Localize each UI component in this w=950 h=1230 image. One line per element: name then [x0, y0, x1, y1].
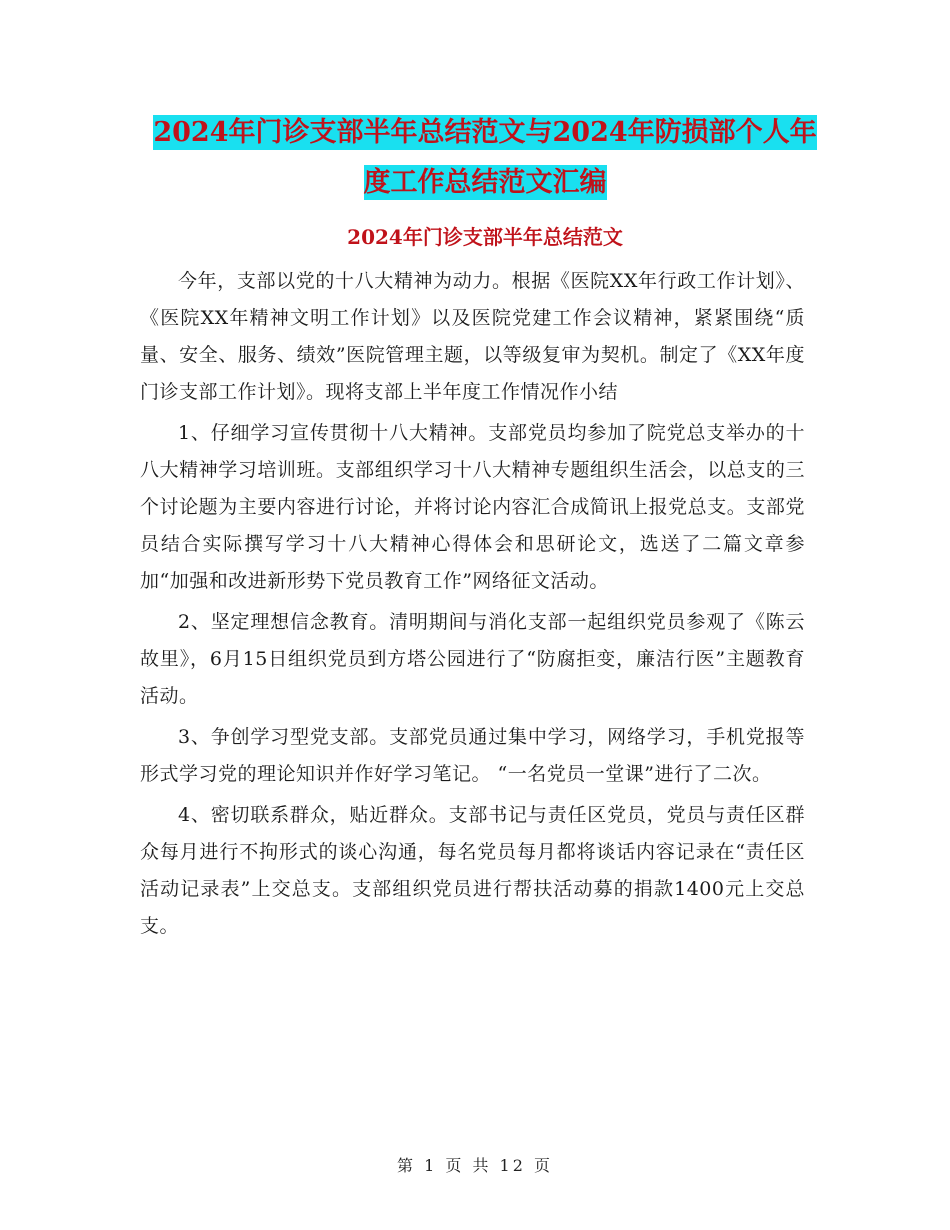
document-body: [140, 263, 805, 949]
paragraph-intro: 今年，支部以党的十八大精神为动力。根据《医院XX年行政工作计划》、《医院XX年精神文明工作计划》以及医院党建工作会议精神，紧紧围绕“质量、安全、服务、绩效”医院管理主题，以等级复审为契机。制定了《XX年度门诊支部工作计划》。现将支部上半年度工作情况作小结: [140, 270, 805, 403]
paragraph-item-1: 1、仔细学习宣传贯彻十八大精神。支部党员均参加了院党总支举办的十八大精神学习培训班。支部组织学习十八大精神专题组织生活会，以总支的三个讨论题为主要内容进行讨论，并将讨论内容汇合成简讯上报党总支。支部党员结合实际撰写学习十八大精神心得体会和思研论文，选送了二篇文章参加“加强和改进新形势下党员教育工作”网络征文活动。: [140, 422, 805, 592]
section-title: 2024年门诊支部半年总结范文: [347, 225, 623, 249]
paragraph-item-4: 4、密切联系群众，贴近群众。支部书记与责任区党员，党员与责任区群众每月进行不拘形式的谈心沟通，每名党员每月都将谈话内容记录在“责任区活动记录表”上交总支。支部组织党员进行帮扶活动募的捐款1400元上交总支。: [140, 804, 805, 937]
page-footer: 第 1 页 共 12 页: [397, 1156, 553, 1175]
paragraph-item-2: 2、坚定理想信念教育。清明期间与消化支部一起组织党员参观了《陈云故里》，6月15日组织党员到方塔公园进行了“防腐拒变，廉洁行医”主题教育活动。: [140, 611, 805, 707]
document-title: [140, 108, 830, 208]
document-title-line-1: 2024年门诊支部半年总结范文与2024年防损部个人年: [153, 117, 817, 148]
document-title-line-2: 度工作总结范文汇编: [363, 167, 607, 198]
paragraph-item-3: 3、争创学习型党支部。支部党员通过集中学习，网络学习，手机党报等形式学习党的理论知识并作好学习笔记。 “一名党员一堂课”进行了二次。: [140, 726, 805, 785]
